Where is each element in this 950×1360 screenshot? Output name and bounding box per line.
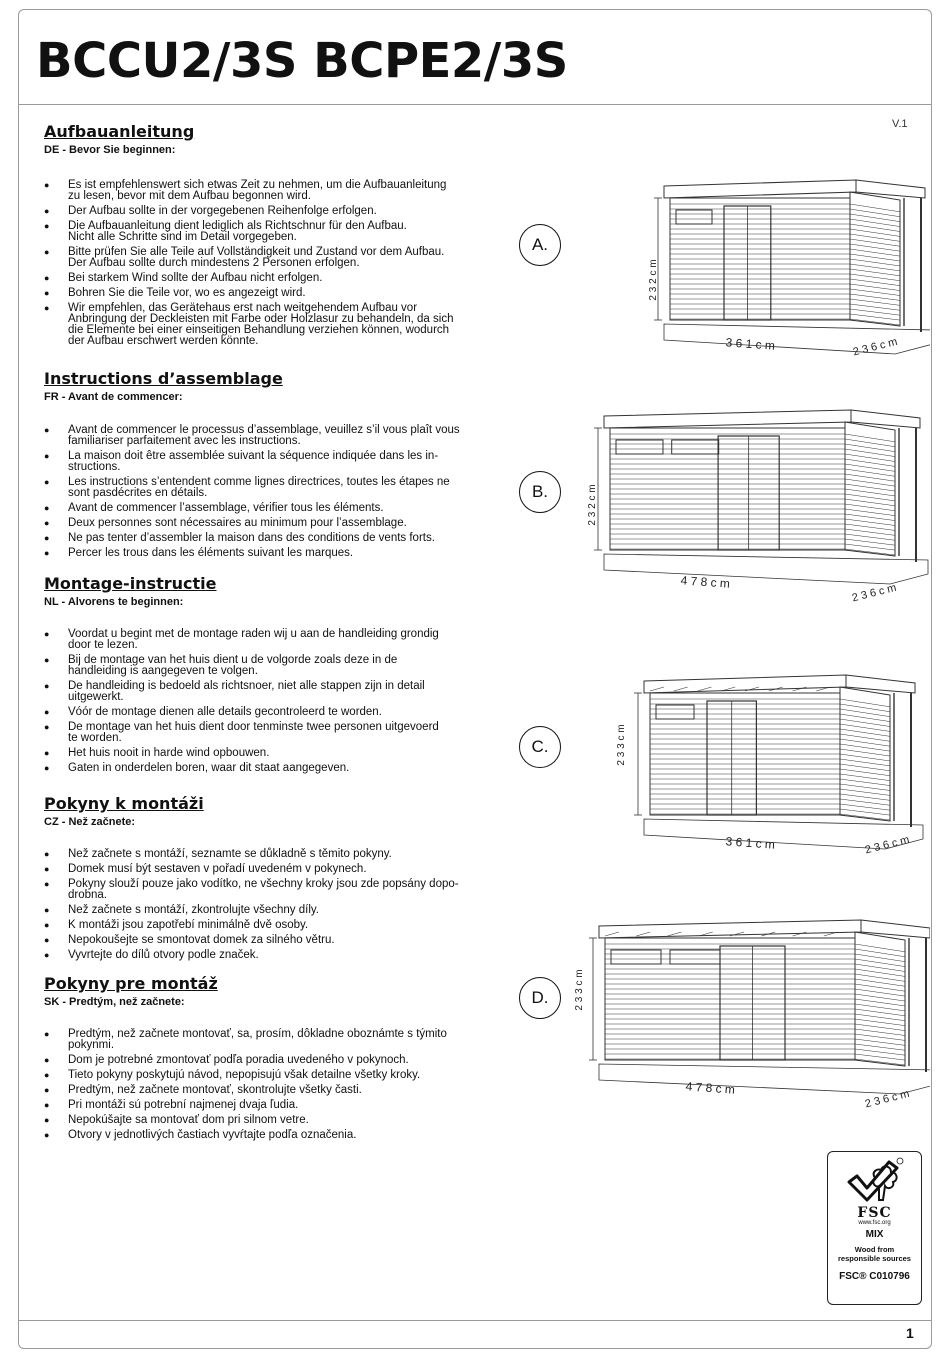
bullet-item: [44, 206, 453, 217]
bullet-item: [44, 533, 460, 544]
shed-illustration-c: [610, 655, 930, 865]
bullet-line: ● Predtým, než začnete montovať, sa, prosím, dôkladne oboznámte s týmito: [68, 1028, 447, 1040]
bullet-line: die Elemente bei einer einseitigen Behandlung verziehen können, wodurch: [68, 324, 450, 336]
bullet-line: ● Deux personnes sont nécessaires au minimum pour l’assemblage.: [68, 517, 407, 529]
bullet-item: [44, 920, 459, 931]
height-dimension: 2 3 3 c m: [574, 969, 585, 1011]
bullet-line: ● Voordat u begint met de montage raden wij u aan de handleiding grondig: [68, 628, 439, 640]
bullet-line: ● Bohren Sie die Teile vor, wo es angezeigt wird.: [68, 287, 306, 299]
fsc-license-code: FSC® C010796: [839, 1271, 910, 1282]
bullet-line: structions.: [68, 461, 121, 473]
bullet-list: [44, 180, 453, 351]
bullet-item: [44, 707, 439, 718]
bullet-line: ● Gaten in onderdelen boren, waar dit staat aangegeven.: [68, 762, 350, 774]
section-subtitle: DE - Bevor Sie beginnen:: [44, 144, 176, 156]
bullet-line: ● Tieto pokyny poskytujú návod, nepopisujú však detailne všetky kroky.: [68, 1069, 421, 1081]
bullet-list: [44, 849, 459, 965]
section-title: Aufbauanleitung: [44, 122, 195, 141]
bullet-item: [44, 1070, 447, 1081]
bullet-line: ● Es ist empfehlenswert sich etwas Zeit zu nehmen, um die Aufbauanleitung: [68, 179, 447, 191]
length-dimension: 3 6 1 c m: [725, 335, 776, 353]
fsc-tree-check-icon: [845, 1156, 905, 1206]
bullet-item: [44, 221, 453, 243]
section-title: Pokyny k montáži: [44, 794, 204, 813]
bullet-line: door te lezen.: [68, 639, 138, 651]
bullet-line: ● Die Aufbauanleitung dient lediglich als Richtschnur für den Aufbau.: [68, 220, 407, 232]
section-sk: [44, 974, 484, 1141]
fsc-website: www.fsc.org: [858, 1220, 891, 1226]
bullet-item: [44, 879, 459, 901]
section-title: Montage-instructie: [44, 574, 217, 593]
bullet-list: [44, 1029, 447, 1145]
bullet-item: [44, 477, 460, 499]
bullet-item: [44, 503, 460, 514]
title-divider: [18, 104, 932, 105]
model-label-c: C.: [519, 726, 561, 768]
bullet-list: [44, 425, 460, 563]
bullet-item: [44, 1055, 447, 1066]
bullet-line: der Aufbau erschwert werden könnte.: [68, 335, 259, 347]
bullet-item: [44, 288, 453, 299]
model-label-b: B.: [519, 471, 561, 513]
bullet-line: ● Avant de commencer le processus d’assemblage, veuillez s’il vous plaît vous: [68, 424, 460, 436]
length-dimension: 4 7 8 c m: [685, 1079, 736, 1097]
bullet-line: familiariser parfaitement avec les instructions.: [68, 435, 301, 447]
bullet-line: ● Než začnete s montáží, zkontrolujte všechny díly.: [68, 904, 319, 916]
bullet-line: ● Bei starkem Wind sollte der Aufbau nicht erfolgen.: [68, 272, 323, 284]
bullet-line: ● Otvory v jednotlivých častiach vyvŕtajte podľa označenia.: [68, 1129, 357, 1141]
footer-divider: [18, 1320, 932, 1321]
section-subtitle: CZ - Než začnete:: [44, 816, 136, 828]
bullet-line: zu lesen, bevor mit dem Aufbau begonnen wird.: [68, 190, 311, 202]
bullet-item: [44, 935, 459, 946]
bullet-item: [44, 763, 439, 774]
bullet-line: ● Wir empfehlen, das Gerätehaus erst nach weitgehendem Aufbau vor: [68, 302, 418, 314]
section-fr: [44, 369, 484, 559]
bullet-item: [44, 1029, 447, 1051]
section-subtitle: FR - Avant de commencer:: [44, 391, 183, 403]
shed-illustration-b: [585, 390, 930, 620]
bullet-line: ● Dom je potrebné zmontovať podľa poradia uvedeného v pokynoch.: [68, 1054, 409, 1066]
bullet-item: [44, 849, 459, 860]
bullet-line: te worden.: [68, 732, 122, 744]
bullet-item: [44, 1130, 447, 1141]
bullet-line: Anbringung der Deckleisten mit Farbe oder Holzlasur zu behandeln, da sich: [68, 313, 454, 325]
height-dimension: 2 3 2 c m: [587, 484, 598, 526]
bullet-line: ● Pokyny slouží pouze jako vodítko, ne všechny kroky jsou zde popsány dopo-: [68, 878, 459, 890]
bullet-item: [44, 905, 459, 916]
bullet-line: ● De handleiding is bedoeld als richtsnoer, niet alle stappen zijn in detail: [68, 680, 425, 692]
bullet-list: [44, 629, 439, 778]
fsc-certification-badge: [827, 1151, 922, 1305]
bullet-item: [44, 548, 460, 559]
bullet-item: [44, 950, 459, 961]
bullet-item: [44, 1085, 447, 1096]
bullet-item: [44, 273, 453, 284]
fsc-description-line: responsible sources: [838, 1254, 911, 1263]
bullet-line: Der Aufbau sollte durch mindestens 2 Personen erfolgen.: [68, 257, 360, 269]
depth-dimension: 2 3 6 c m: [863, 833, 911, 857]
fsc-type: MIX: [865, 1229, 884, 1240]
version-label: V.1: [892, 118, 908, 130]
length-dimension: 3 6 1 c m: [725, 834, 776, 852]
bullet-line: sont pasdécrites en détails.: [68, 487, 208, 499]
bullet-line: ● De montage van het huis dient door tenminste twee personen uitgevoerd: [68, 721, 439, 733]
shed-illustration-d: [570, 900, 930, 1130]
bullet-line: ● Než začnete s montáží, seznamte se důkladně s těmito pokyny.: [68, 848, 392, 860]
section-subtitle: NL - Alvorens te beginnen:: [44, 596, 184, 608]
bullet-line: ● Pri montáži sú potrební najmenej dvaja ľudia.: [68, 1099, 299, 1111]
document-title: BCCU2/3S BCPE2/3S: [36, 33, 568, 89]
bullet-line: handleiding is aangegeven te volgen.: [68, 665, 258, 677]
bullet-item: [44, 425, 460, 447]
bullet-line: ● La maison doit être assemblée suivant la séquence indiquée dans les in-: [68, 450, 439, 462]
bullet-line: ● K montáži jsou zapotřebí minimálně dvě osoby.: [68, 919, 309, 931]
section-cz: [44, 794, 484, 961]
bullet-line: pokynmi.: [68, 1039, 115, 1051]
bullet-item: [44, 1100, 447, 1111]
section-title: Instructions d’assemblage: [44, 369, 283, 388]
bullet-line: ● Bitte prüfen Sie alle Teile auf Vollständigkeit und Zustand vor dem Aufbau.: [68, 246, 445, 258]
bullet-line: Nicht alle Schritte sind im Detail vorgegeben.: [68, 231, 297, 243]
bullet-line: ● Nepokúšajte sa montovať dom pri silnom vetre.: [68, 1114, 309, 1126]
bullet-line: ● Predtým, než začnete montovať, skontrolujte všetky časti.: [68, 1084, 362, 1096]
bullet-item: [44, 655, 439, 677]
fsc-description-line: Wood from: [854, 1245, 895, 1254]
bullet-item: [44, 180, 453, 202]
section-nl: [44, 574, 484, 774]
bullet-line: ● Vóór de montage dienen alle details gecontroleerd te worden.: [68, 706, 382, 718]
length-dimension: 4 7 8 c m: [680, 573, 731, 591]
bullet-line: ● Domek musí být sestaven v pořadí uvedeném v pokynech.: [68, 863, 367, 875]
bullet-item: [44, 681, 439, 703]
bullet-item: [44, 247, 453, 269]
bullet-line: ● Percer les trous dans les éléments suivant les marques.: [68, 547, 354, 559]
depth-dimension: 2 3 6 c m: [851, 335, 899, 359]
bullet-item: [44, 451, 460, 473]
bullet-item: [44, 722, 439, 744]
height-dimension: 2 3 2 c m: [648, 259, 659, 301]
bullet-line: ● Het huis nooit in harde wind opbouwen.: [68, 747, 270, 759]
height-dimension: 2 3 3 c m: [616, 724, 627, 766]
bullet-line: ● Les instructions s’entendent comme lignes directrices, toutes les étapes ne: [68, 476, 450, 488]
depth-dimension: 2 3 6 c m: [850, 581, 898, 605]
bullet-line: ● Avant de commencer l’assemblage, vérifier tous les éléments.: [68, 502, 384, 514]
bullet-item: [44, 629, 439, 651]
bullet-item: [44, 518, 460, 529]
bullet-item: [44, 748, 439, 759]
bullet-line: ● Bij de montage van het huis dient u de volgorde zoals deze in de: [68, 654, 398, 666]
section-de: [44, 122, 484, 347]
bullet-line: uitgewerkt.: [68, 691, 124, 703]
bullet-line: ● Ne pas tenter d’assembler la maison dans des conditions de vents forts.: [68, 532, 435, 544]
bullet-item: [44, 864, 459, 875]
bullet-line: drobna.: [68, 889, 108, 901]
shed-illustration-a: [640, 160, 930, 370]
section-title: Pokyny pre montáž: [44, 974, 218, 993]
fsc-name: FSC: [857, 1205, 892, 1221]
bullet-line: ● Vyvrtejte do dílů otvory podle značek.: [68, 949, 259, 961]
section-subtitle: SK - Predtým, než začnete:: [44, 996, 185, 1008]
bullet-line: ● Der Aufbau sollte in der vorgegebenen Reihenfolge erfolgen.: [68, 205, 377, 217]
bullet-line: ● Nepokoušejte se smontovat domek za silného větru.: [68, 934, 335, 946]
model-label-a: A.: [519, 224, 561, 266]
bullet-item: [44, 1115, 447, 1126]
bullet-item: [44, 303, 453, 347]
depth-dimension: 2 3 6 c m: [863, 1087, 911, 1111]
page-number: 1: [906, 1325, 914, 1341]
model-label-d: D.: [519, 977, 561, 1019]
